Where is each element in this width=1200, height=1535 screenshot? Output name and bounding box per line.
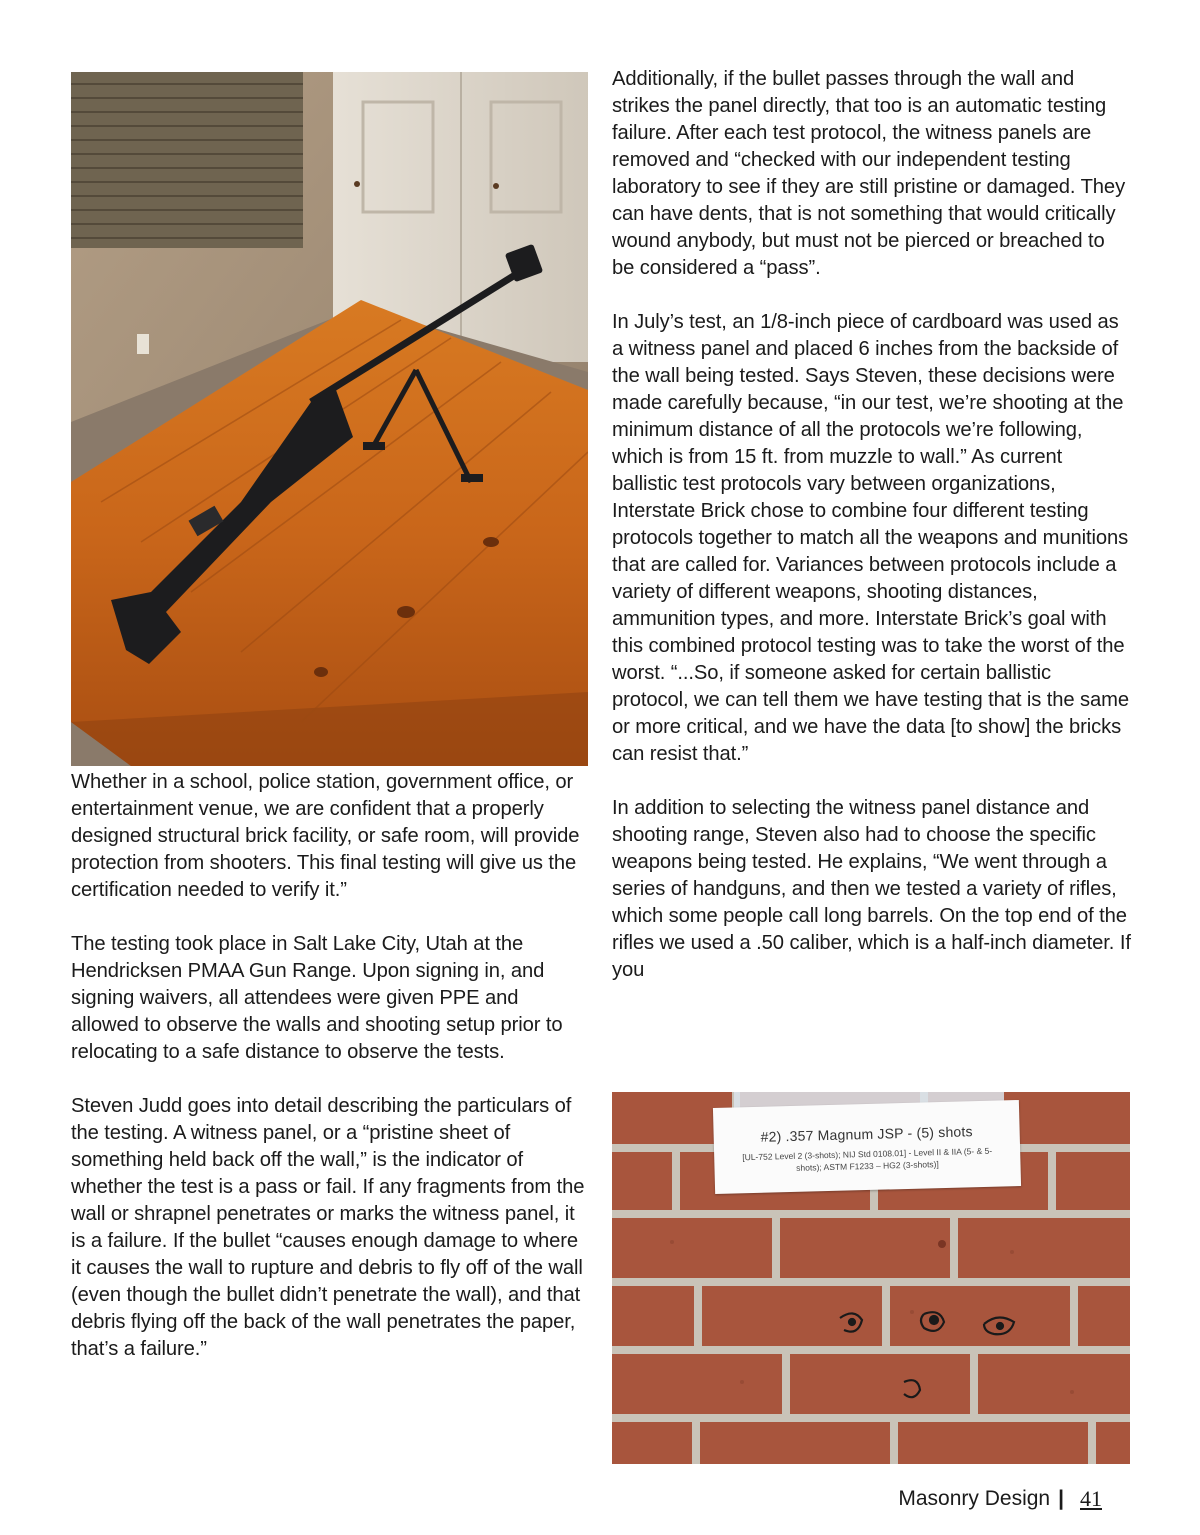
left-paragraph-2: The testing took place in Salt Lake City, Utah at the Hendricksen PMAA Gun Range. Upon signing in, and signing waivers, all attendees were given PPE and allowed to observe the walls and shooting setup prior to relocating to a safe distance to observe the tests.: [71, 933, 563, 1063]
publication-name: Masonry Design: [898, 1487, 1051, 1510]
right-column: [612, 66, 1132, 984]
right-paragraph-2: In July’s test, an 1/8-inch piece of cardboard was used as a witness panel and placed 6 inches from the backside of the wall being tested. Says Steven, these decisions were made carefully because, “in our test, we’re shooting at the minimum distance of all the protocols we’re following, which is from 15 ft. from muzzle to wall.” As current ballistic test protocols vary between organizations, Interstate Brick chose to combine four different testing protocols together to match all the weapons and munitions that are called for. Variances between protocols include a variety of different weapons, shooting distances, ammunition types, and more. Interstate Brick’s goal with this combined protocol testing was to take the worst of the worst. “...So, if someone asked for certain ballistic protocol, we can tell them we have testing that is the same or more critical, and we have the data [to show] the bricks can resist that.”: [612, 311, 1130, 765]
sign-title: #2) .357 Magnum JSP - (5) shots: [760, 1123, 973, 1145]
brick-wall-test-photo: [612, 1092, 1130, 1464]
page-number: 41: [1080, 1486, 1102, 1511]
right-paragraph-3: In addition to selecting the witness panel distance and shooting range, Steven also had to choose the specific weapons being tested. He explains, “We went through a series of handguns, and then we tested a variety of rifles, which some people call long barrels. On the top end of the rifles we used a .50 caliber, which is a half-inch diameter. If you: [612, 797, 1131, 981]
sign-subtitle: [UL-752 Level 2 (3-shots); NIJ Std 0108.01] - Level II & IIA (5- & 5-shots); ASTM F1233 – HG2 (3-shots)]: [742, 1145, 993, 1173]
rifle-illustration: [71, 72, 588, 766]
page-footer: [898, 1484, 1102, 1514]
left-paragraph-3: Steven Judd goes into detail describing the particulars of the testing. A witness panel, or a “pristine sheet of something held back off the wall,” is the indicator of whether the test is a pass or fail. If any fragments from the wall or shrapnel penetrates or marks the witness panel, it is a failure. If the bullet “causes enough damage to where it causes the wall to rupture and debris to fly off of the wall (even though the bullet didn’t penetrate the wall), and that debris flying off the back of the wall penetrates the paper, that’s a failure.”: [71, 1095, 585, 1360]
right-paragraph-1: Additionally, if the bullet passes through the wall and strikes the panel directly, that too is an automatic testing failure. After each test protocol, the witness panels are removed and “checked with our independent testing laboratory to see if they are still pristine or damaged. They can have dents, that is not something that would critically wound anybody, but must not be pierced or breached to be considered a “pass”.: [612, 68, 1126, 279]
test-label-sign: [713, 1100, 1021, 1194]
left-column: [71, 72, 591, 1363]
footer-separator: |: [1058, 1487, 1064, 1510]
left-paragraph-1: Whether in a school, police station, government office, or entertainment venue, we are confident that a properly designed structural brick facility, or safe room, will provide protection from shooters. This final testing will give us the certification needed to verify it.”: [71, 771, 580, 901]
rifle-on-table-photo: [71, 72, 588, 766]
